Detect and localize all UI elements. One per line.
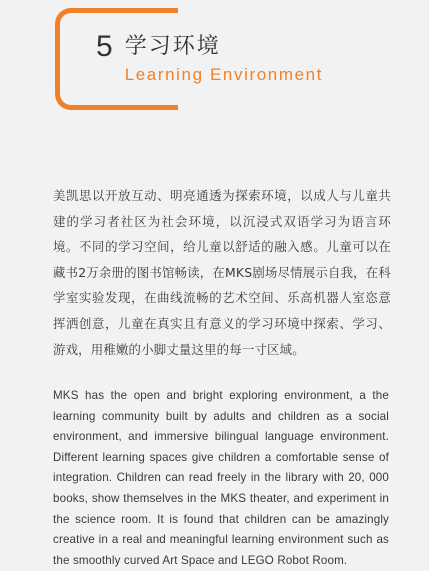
- section-title-en: Learning Environment: [124, 65, 324, 84]
- section-number: 5: [96, 30, 113, 63]
- paragraph-english: MKS has the open and bright exploring environment, a the learning community built by adults and children as a social environment, and immersive bilingual language environment. Different learning spaces give children a comfortable sense of integration. Children can read freely in the library with 20, 000 books, show themselves in the MKS theater, and experiment in the science room. It is found that children can be amazingly creative in a real and meaningful learning environment such as the smoothly curved Art Space and LEGO Robot Room.: [53, 389, 389, 567]
- paragraph-chinese: 美凯思以开放互动、明亮通透为探索环境，以成人与儿童共建的学习者社区为社会环境，以沉浸式双语学习为语言环境。不同的学习空间，给儿童以舒适的融入感。儿童可以在藏书2万余册的图书馆畅读，在MKS剧场尽情展示自我，在科学室实验发现，在曲线流畅的艺术空间、乐高机器人室恣意挥洒创意，儿童在真实且有意义的学习环境中探索、学习、游戏，用稚嫩的小脚丈量这里的每一寸区域。: [53, 188, 391, 357]
- section-title-zh: 学习环境: [124, 34, 221, 59]
- section-heading: [96, 30, 323, 86]
- section-title-block: [125, 30, 323, 86]
